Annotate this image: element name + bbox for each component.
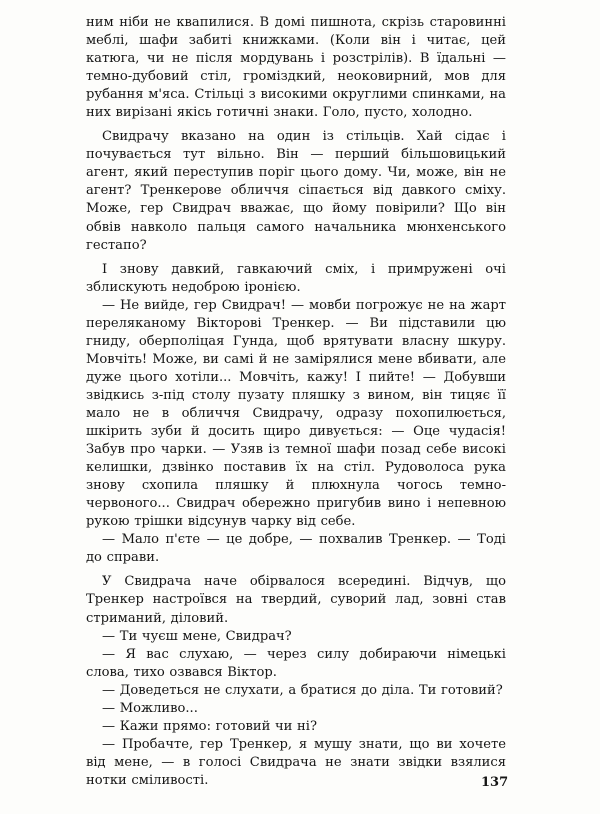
page-body-text [86, 14, 509, 790]
paragraph-3: І знову давкий, гавкаючий сміх, і примружені очі зблискують недоброю іронією. [86, 261, 506, 295]
paragraph-7: — Ти чуєш мене, Свидрач? [102, 628, 292, 644]
paragraph-12: — Пробачте, гер Тренкер, я мушу знати, що ви хочете від мене, — в голосі Свидрача не знати звідки взялися нотки сміливості. [86, 736, 506, 788]
paragraph-1: ним ніби не квапилися. В домі пишнота, скрізь старовинні меблі, шафи забиті книжками. (Коли він і читає, цей катюга, чи не після мордувань і розстрілів). В їдальні — темно-дубовий стіл, громіздкий, неоковирний, мов для рубання м'яса. Стільці з високими округлими спинками, на них вирізані якісь готичні знаки. Голо, пусто, холодно. [86, 15, 506, 121]
page-number: 137 [481, 775, 509, 790]
paragraph-8: — Я вас слухаю, — через силу добираючи німецькі слова, тихо озвався Віктор. [86, 646, 506, 680]
paragraph-5: — Мало п'єте — це добре, — похвалив Тренкер. — Тоді до справи. [86, 532, 506, 566]
paragraph-10: — Можливо... [102, 700, 198, 716]
paragraph-6: У Свидрача наче обірвалося всередині. Відчув, що Тренкер настроївся на твердий, суворий лад, зовні став стриманий, діловий. [86, 574, 506, 626]
paragraph-11: — Кажи прямо: готовий чи ні? [102, 718, 317, 734]
paragraph-9: — Доведеться не слухати, а братися до діла. Ти готовий? [102, 682, 503, 698]
paragraph-4: — Не вийде, гер Свидрач! — мовби погрожує не на жарт переляканому Вікторові Тренкер. — Ви підставили цю гниду, оберполіцая Гунда, щоб врятувати власну шкуру. Мовчіть! Може, ви самі й не замірялися мене вбивати, але дуже цього хотіли... Мовчіть, кажу! І пийте! — Добувши звідкись з-під столу пузату пляшку з вином, він тицяє її мало не в обличчя Свидрачу, одразу похопилюється, шкірить зуби й досить щиро дивується: — Оце чудасія! Забув про чарки. — Узяв із темної шафи позад себе високі келишки, дзвінко поставив їх на стіл. Рудоволоса рука знову схопила пляшку й плюхнула чогось темно-червоного... Свидрач обережно пригубив вино і непевною рукою трішки відсунув чарку від себе. [86, 297, 506, 530]
paragraph-2: Свидрачу вказано на один із стільців. Хай сідає і почувається тут вільно. Він — перший більшовицький агент, який переступив поріг цього дому. Чи, може, він не агент? Тренкерове обличчя сіпається від давкого сміху. Може, гер Свидрач вважає, що йому повірили? Що він обвів навколо пальця самого начальника мюнхенського гестапо? [86, 129, 506, 253]
